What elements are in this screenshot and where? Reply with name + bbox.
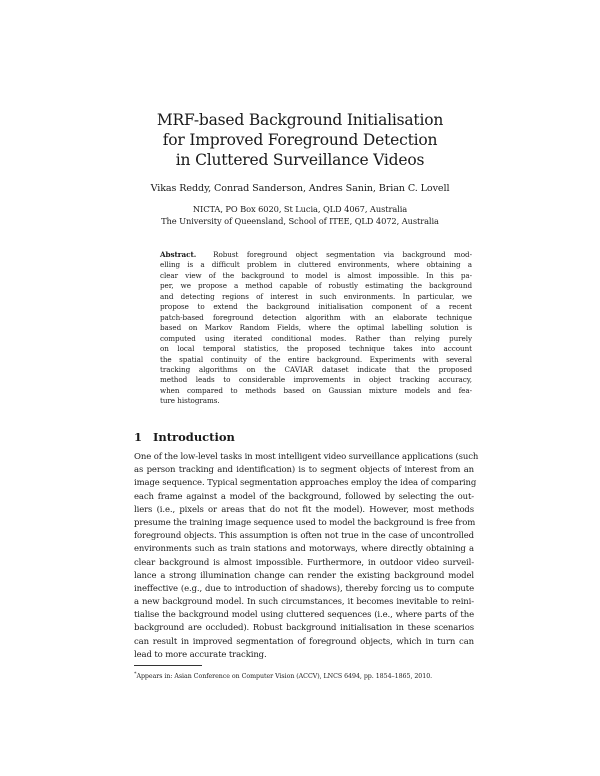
title-line: MRF-based Background Initialisation bbox=[156, 111, 444, 129]
footnote-text: Appears in: Asian Conference on Computer Vision (ACCV), LNCS 6494, pp. 1854–1865, 2010. bbox=[136, 673, 433, 681]
abstract-line: tracking algorithms on the CAVIAR dataset indicate that the proposed bbox=[160, 364, 472, 374]
affiliation-line: The University of Queensland, School of ITEE, QLD 4072, Australia bbox=[161, 215, 439, 226]
body-line: can result in improved segmentation of foreground objects, which in turn can bbox=[134, 636, 474, 647]
section-heading bbox=[134, 430, 464, 444]
body-line: foreground objects. This assumption is often not true in the case of uncontrolled bbox=[134, 531, 474, 542]
body-line: presume the training image sequence used to model the background is free from bbox=[134, 517, 476, 528]
body-line: clear background is almost impossible. Furthermore, in outdoor video surveil- bbox=[134, 557, 474, 568]
abstract-line: when compared to methods based on Gaussian mixture models and fea- bbox=[160, 385, 472, 395]
footnote bbox=[134, 670, 479, 681]
footnote-divider bbox=[134, 665, 202, 666]
introduction-paragraph bbox=[134, 451, 479, 662]
body-line: lance a strong illumination change can render the existing background model bbox=[134, 570, 474, 581]
abstract-line: patch-based foreground detection algorithm with an elaborate technique bbox=[160, 312, 472, 322]
abstract-text: Robust foreground object segmentation via background mod- bbox=[213, 250, 472, 259]
abstract-line: on local temporal statistics, the proposed technique takes into account bbox=[160, 344, 472, 354]
abstract-line: and detecting regions of interest in such environments. In particular, we bbox=[160, 291, 472, 301]
affiliations bbox=[60, 204, 540, 227]
abstract-line bbox=[160, 250, 472, 260]
body-line: a new background model. In such circumstances, it becomes inevitable to reini- bbox=[134, 597, 474, 608]
abstract-line: per, we propose a method capable of robustly estimating the background bbox=[160, 281, 472, 291]
title-line: in Cluttered Surveillance Videos bbox=[175, 151, 425, 169]
abstract-line: method leads to considerable improvements in object tracking accuracy, bbox=[160, 375, 472, 385]
section-title: Introduction bbox=[153, 430, 235, 444]
body-line: each frame against a model of the background, followed by selecting the out- bbox=[134, 491, 474, 502]
abstract-line: elling is a difficult problem in cluttered environments, where obtaining a bbox=[160, 260, 472, 270]
footnote-marker: * bbox=[134, 671, 137, 677]
abstract-line: computed using iterated conditional modes. Rather than relying purely bbox=[160, 333, 472, 343]
authors: Vikas Reddy, Conrad Sanderson, Andres Sanin, Brian C. Lovell bbox=[150, 183, 450, 194]
body-line: tialise the background model using cluttered sequences (i.e., where parts of the bbox=[134, 610, 474, 621]
abstract-line: ture histograms. bbox=[160, 396, 220, 406]
body-line: environments such as train stations and motorways, where directly obtaining a bbox=[134, 544, 474, 555]
abstract-line: based on Markov Random Fields, where the optimal labelling solution is bbox=[160, 323, 472, 333]
body-line: liers (i.e., pixels or areas that do not fit the model). However, most methods bbox=[134, 504, 474, 515]
body-line: ineffective (e.g., due to introduction of shadows), thereby forcing us to compute bbox=[134, 583, 474, 594]
abstract-label: Abstract. bbox=[160, 250, 197, 259]
section-number: 1 bbox=[134, 430, 143, 444]
abstract-line: the spatial continuity of the entire background. Experiments with several bbox=[160, 354, 472, 364]
abstract-line: propose to extend the background initialisation component of a recent bbox=[160, 302, 472, 312]
body-line: One of the low-level tasks in most intelligent video surveillance applications (such bbox=[134, 452, 479, 462]
body-line: as person tracking and identification) is to segment objects of interest from an bbox=[134, 465, 474, 476]
body-line: image sequence. Typical segmentation approaches employ the idea of comparing bbox=[134, 478, 477, 489]
abstract bbox=[160, 250, 472, 407]
paper-title bbox=[100, 110, 500, 170]
affiliation-line: NICTA, PO Box 6020, St Lucia, QLD 4067, Australia bbox=[192, 204, 408, 214]
title-line: for Improved Foreground Detection bbox=[162, 131, 438, 149]
body-line: lead to more accurate tracking. bbox=[134, 649, 267, 660]
abstract-line: clear view of the background to model is almost impossible. In this pa- bbox=[160, 270, 472, 280]
body-line: background are occluded). Robust background initialisation in these scenarios bbox=[134, 623, 474, 634]
